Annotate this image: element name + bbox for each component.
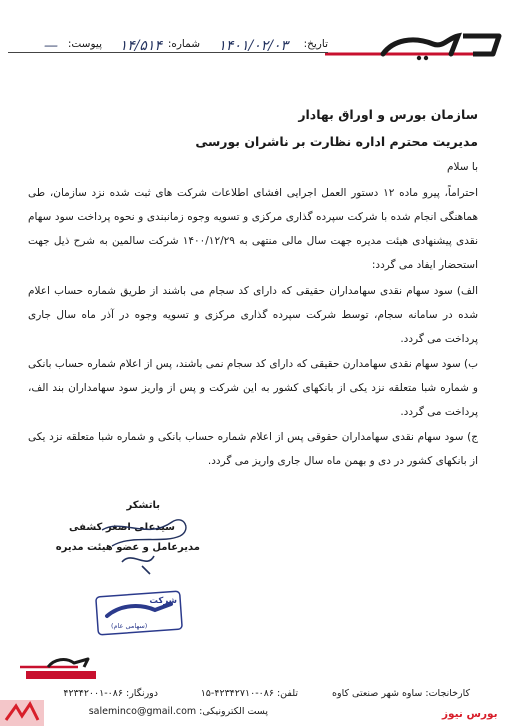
recipient-org: سازمان بورس و اوراق بهادار	[298, 107, 478, 122]
phone-label: تلفن:	[276, 688, 298, 699]
company-stamp	[95, 590, 183, 636]
signer-title: مدیرعامل و عضو هیئت مدیره	[55, 542, 200, 553]
greeting: با سلام	[446, 161, 478, 173]
email-label: پست الکترونیکی:	[199, 706, 268, 717]
email	[89, 706, 268, 717]
stamp-type: (سهامی عام)	[111, 622, 148, 630]
fax	[63, 688, 158, 699]
closing: باتشکر	[126, 500, 160, 511]
salemin-logo-footer	[18, 655, 100, 681]
recipient-dept: مدیریت محترم اداره نظارت بر ناشران بورسی	[195, 134, 478, 149]
date-value: ۱۴۰۱/۰۲/۰۳	[218, 38, 288, 54]
intro-paragraph: احتراماً، پیرو ماده ۱۲ دستور العمل اجرایی افشای اطلاعات شرکت های ثبت شده نزد سازمان، طی هماهنگی انجام شده با شرکت سپرده گذاری مرکزی و تسویه وجوه زمانبندی و نحوه پرداخت سود سهام نقدی پیشنهادی هیئت مدیره جهت سال مالی منتهی به ۱۴۰۰/۱۲/۲۹ شرکت سالمین به شرح ذیل جهت استحضار ایفاد می گردد:	[28, 187, 479, 271]
factory-label: کارخانجات:	[425, 688, 470, 699]
bourse-news-brand: بورس نیوز	[442, 708, 498, 720]
phone	[201, 688, 298, 699]
item-b-paragraph: ب) سود سهام نقدی سهامدارن حقیقی که دارای کد سجام نمی باشند، پس از اعلام شماره حساب بانکی و شماره شبا متعلقه نزد یکی از بانکهای کشور به این شرکت و پس از واریز سود سهامداران بند الف، پرداخت می گردد.	[28, 358, 478, 418]
handwritten-signature	[92, 500, 202, 580]
factory-address	[332, 688, 470, 699]
number-value: ۱۴/۵۱۴	[119, 38, 162, 54]
factory-value: ساوه شهر صنعتی کاوه	[332, 688, 423, 699]
date-label: تاریخ:	[303, 38, 328, 50]
attachment-label: پیوست:	[67, 38, 102, 50]
brand-tag-graphic	[0, 700, 44, 726]
signer-name: سیدعلی اصغر کشفی	[69, 522, 175, 533]
email-value: saleminco@gmail.com	[88, 706, 197, 717]
attachment-value: —	[44, 38, 58, 54]
phone-value: ۰۸۶-۴۲۳۴۲۷۱۰-۱۵	[200, 688, 274, 699]
salemin-logo	[323, 30, 503, 68]
header-fields	[28, 34, 328, 52]
fax-value: ۰۸۶-۴۲۳۴۲۰۰۱	[63, 688, 123, 699]
number-label: شماره:	[167, 38, 200, 50]
stamp-company: شرکت	[149, 596, 177, 606]
item-c-paragraph: ج) سود سهام نقدی سهامداران حقوقی پس از اعلام شماره حساب بانکی و شماره شبا متعلقه نزد یکی از بانکهای کشور در دی و بهمن ماه سال جاری واریز می گردد.	[28, 431, 478, 467]
item-a-paragraph: الف) سود سهام نقدی سهامداران حقیقی که دارای کد سجام می باشند از طریق شماره حساب اعلام شده در سامانه سجام، توسط شرکت سپرده گذاری مرکزی و تسویه وجوه در آذر ماه سال جاری پرداخت می گردد.	[28, 285, 478, 345]
fax-label: دورنگار:	[126, 688, 158, 699]
